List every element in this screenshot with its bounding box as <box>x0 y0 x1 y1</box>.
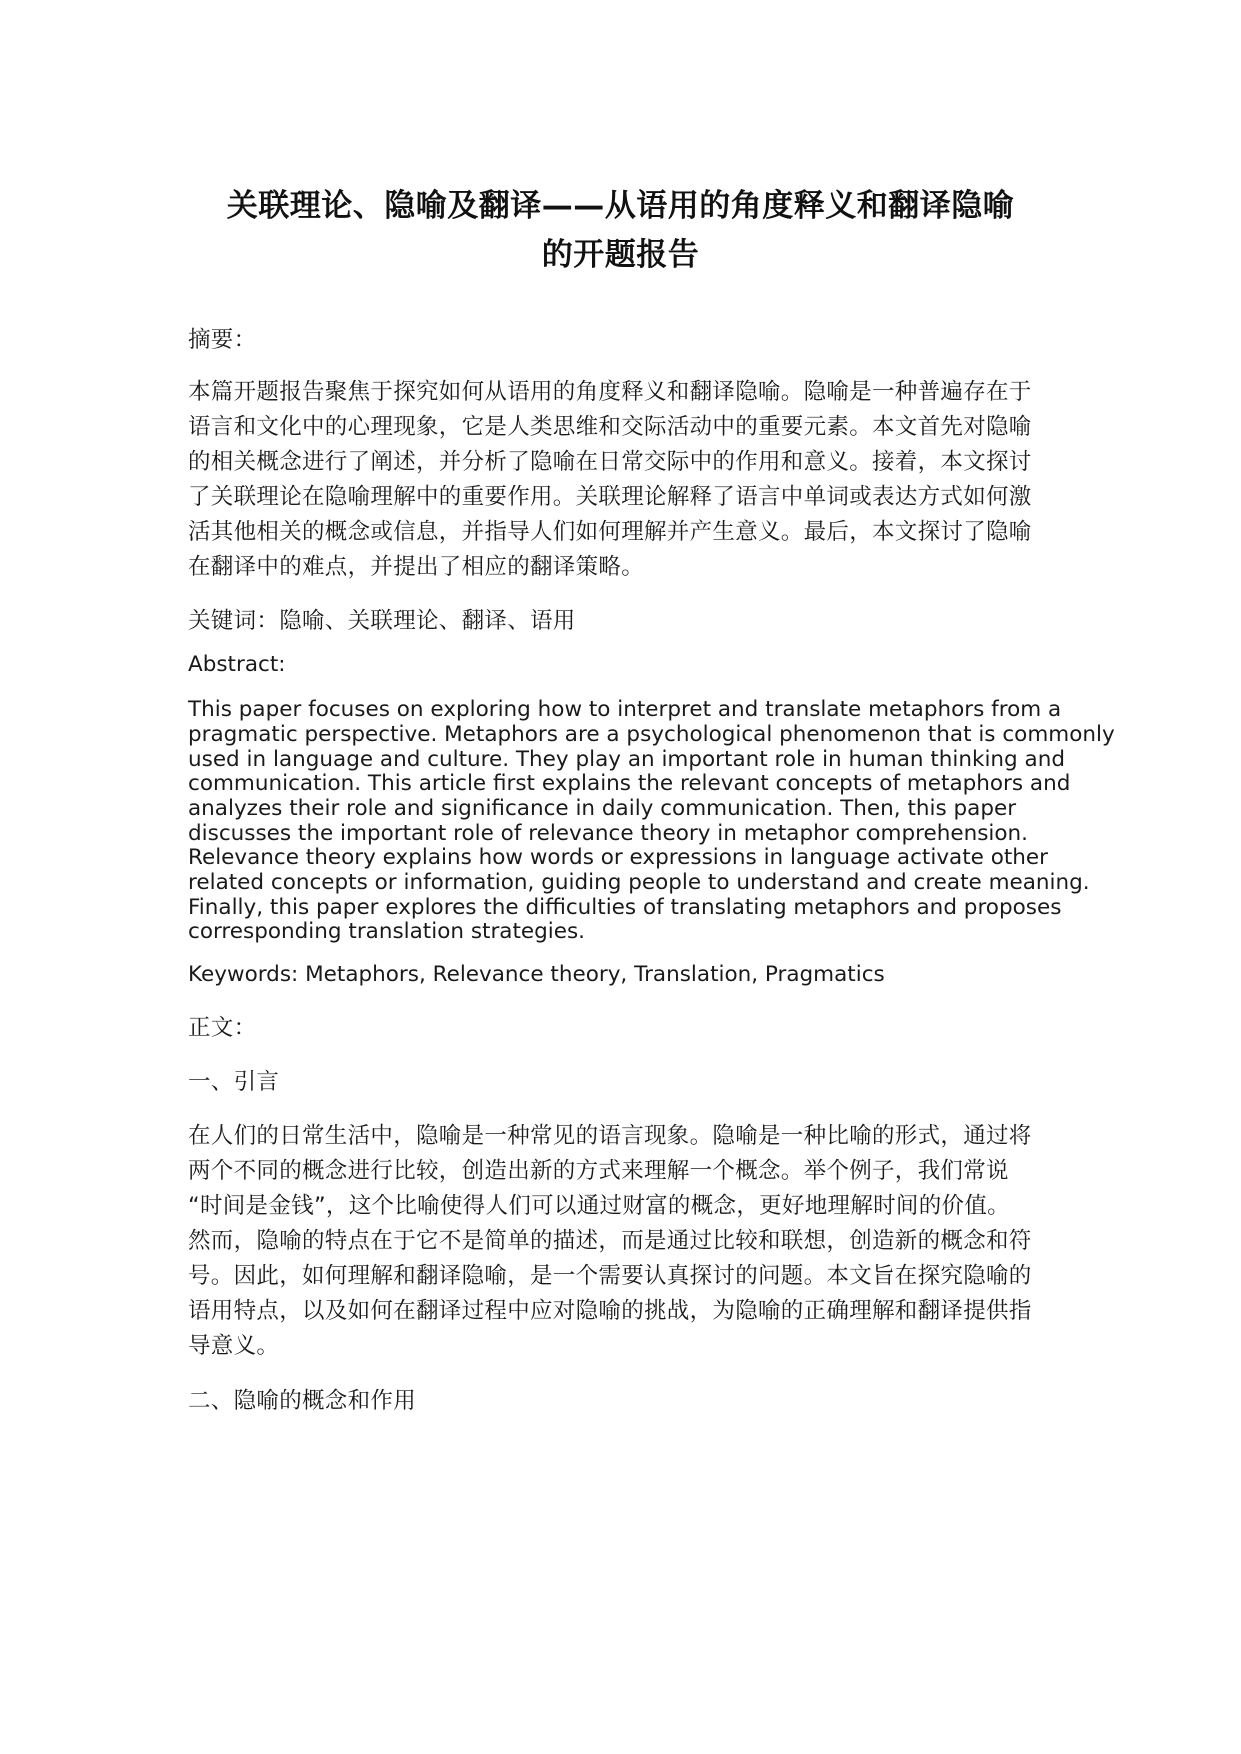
abstract-en-line: discusses the important role of relevance theory in metaphor comprehension. <box>188 821 1029 846</box>
document-title-line-2: 的开题报告 <box>541 237 700 273</box>
abstract-en-line: related concepts or information, guiding people to understand and create meaning. <box>188 870 1090 895</box>
section-2-heading: 二、隐喻的概念和作用 <box>188 1388 417 1414</box>
abstract-zh-line: 活其他相关的概念或信息，并指导人们如何理解并产生意义。最后，本文探讨了隐喻 <box>188 519 1032 545</box>
abstract-en-line: used in language and culture. They play an important role in human thinking and <box>188 747 1065 772</box>
section-1-line: 语用特点，以及如何在翻译过程中应对隐喻的挑战，为隐喻的正确理解和翻译提供指 <box>188 1298 1032 1324</box>
section-1-heading: 一、引言 <box>188 1069 280 1095</box>
abstract-zh-line: 了关联理论在隐喻理解中的重要作用。关联理论解释了语言中单词或表达方式如何激 <box>188 484 1032 510</box>
abstract-en-line: corresponding translation strategies. <box>188 919 586 944</box>
section-1-line: 号。因此，如何理解和翻译隐喻，是一个需要认真探讨的问题。本文旨在探究隐喻的 <box>188 1263 1032 1289</box>
abstract-en-line: analyzes their role and significance in daily communication. Then, this paper <box>188 796 1017 821</box>
abstract-en-heading: Abstract: <box>188 652 286 677</box>
abstract-zh-line: 在翻译中的难点，并提出了相应的翻译策略。 <box>188 554 645 580</box>
abstract-en-line: Relevance theory explains how words or expressions in language activate other <box>188 845 1048 870</box>
abstract-en-line: This paper focuses on exploring how to interpret and translate metaphors from a <box>188 697 1062 722</box>
keywords-zh: 关键词：隐喻、关联理论、翻译、语用 <box>188 608 576 634</box>
abstract-zh-heading: 摘要： <box>188 327 257 353</box>
abstract-zh-line: 语言和文化中的心理现象，它是人类思维和交际活动中的重要元素。本文首先对隐喻 <box>188 414 1032 440</box>
abstract-zh-line: 的相关概念进行了阐述，并分析了隐喻在日常交际中的作用和意义。接着，本文探讨 <box>188 449 1032 475</box>
section-1-line: 两个不同的概念进行比较，创造出新的方式来理解一个概念。举个例子，我们常说 <box>188 1158 1009 1184</box>
body-heading: 正文： <box>188 1015 257 1041</box>
keywords-en: Keywords: Metaphors, Relevance theory, Translation, Pragmatics <box>188 962 885 987</box>
section-1-line: 然而，隐喻的特点在于它不是简单的描述，而是通过比较和联想，创造新的概念和符 <box>188 1228 1032 1254</box>
section-1-line: 在人们的日常生活中，隐喻是一种常见的语言现象。隐喻是一种比喻的形式，通过将 <box>188 1123 1032 1149</box>
document-title-line-1: 关联理论、隐喻及翻译——从语用的角度释义和翻译隐喻 <box>226 188 1015 224</box>
abstract-en-line: communication. This article first explains the relevant concepts of metaphors and <box>188 771 1071 796</box>
abstract-en-line: pragmatic perspective. Metaphors are a psychological phenomenon that is commonly <box>188 722 1115 747</box>
abstract-en-line: Finally, this paper explores the difficulties of translating metaphors and proposes <box>188 895 1062 920</box>
abstract-zh-line: 本篇开题报告聚焦于探究如何从语用的角度释义和翻译隐喻。隐喻是一种普遍存在于 <box>188 379 1032 405</box>
section-1-line: 导意义。 <box>188 1333 280 1359</box>
section-1-line: “时间是金钱”，这个比喻使得人们可以通过财富的概念，更好地理解时间的价值。 <box>188 1193 1010 1219</box>
